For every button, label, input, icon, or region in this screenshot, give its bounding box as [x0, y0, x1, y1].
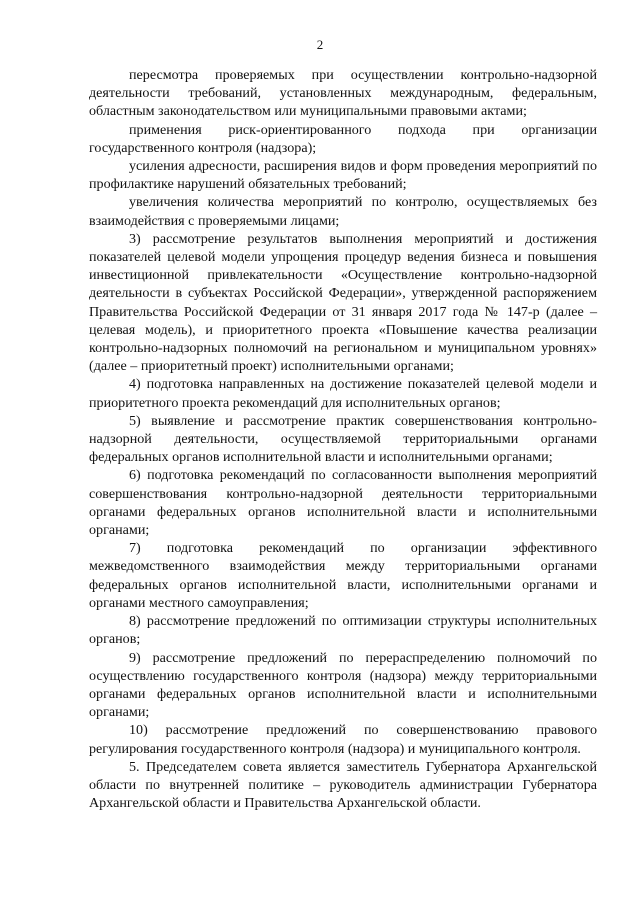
page-number: 2 — [316, 37, 324, 52]
paragraph-item-9: 9) рассмотрение предложений по перераспределению полномочий по осуществлению государственного контроля (надзора) между территориальными органами федеральных органов исполнительной власти и исполнительными органами; — [89, 649, 597, 721]
paragraph-item-7: 7) подготовка рекомендаций по организации эффективного межведомственного взаимодействия между территориальными органами федеральных органов исполнительной власти, исполнительными органами и органами местного самоуправления; — [89, 540, 597, 611]
paragraph-revision-of-requirements: пересмотра проверяемых при осуществлении контрольно-надзорной деятельности требований, установленных международным, федеральным, областным законодательством или муниципальными правовыми актами; — [89, 67, 597, 120]
document-body — [89, 66, 597, 812]
paragraph-control-without-interaction: увеличения количества мероприятий по контролю, осуществляемых без взаимодействия с проверяемыми лицами; — [89, 194, 597, 229]
paragraph-risk-oriented-approach: применения риск-ориентированного подхода при организации государственного контроля (надзора); — [89, 121, 597, 156]
paragraph-item-10: 10) рассмотрение предложений по совершенствованию правового регулирования государственного контроля (надзора) и муниципального контроля. — [89, 722, 597, 757]
paragraph-item-5: 5) выявление и рассмотрение практик совершенствования контрольно-надзорной деятельности, осуществляемой территориальными органами федеральных органов исполнительной власти и исполнительными органами; — [89, 412, 597, 466]
paragraph-targeting-prevention: усиления адресности, расширения видов и форм проведения мероприятий по профилактике нарушений обязательных требований; — [89, 158, 597, 193]
paragraph-item-8: 8) рассмотрение предложений по оптимизации структуры исполнительных органов; — [89, 613, 597, 648]
paragraph-item-3: 3) рассмотрение результатов выполнения мероприятий и достижения показателей целевой модели упрощения процедур ведения бизнеса и повышения инвестиционной привлекательности «Осуществление контрольно-надзорной деятельности в субъектах Российской Федерации», утвержденной распоряжением Правительства Российской Федерации от 31 января 2017 года № 147-р (далее – целевая модель), и приоритетного проекта «Повышение качества реализации контрольно-надзорных полномочий на региональном и муниципальном уровнях» (далее – приоритетный проект) исполнительными органами; — [89, 230, 597, 375]
paragraph-item-6: 6) подготовка рекомендаций по согласованности выполнения мероприятий совершенствования контрольно-надзорной деятельности территориальными органами федеральных органов исполнительной власти и исполнительными органами; — [89, 467, 597, 539]
paragraph-section-5-chairman: 5. Председателем совета является заместитель Губернатора Архангельской области по внутренней политике – руководитель администрации Губернатора Архангельской области и Правительства Архангельской области. — [89, 758, 597, 812]
paragraph-item-4: 4) подготовка направленных на достижение показателей целевой модели и приоритетного проекта рекомендаций для исполнительных органов; — [89, 376, 597, 411]
